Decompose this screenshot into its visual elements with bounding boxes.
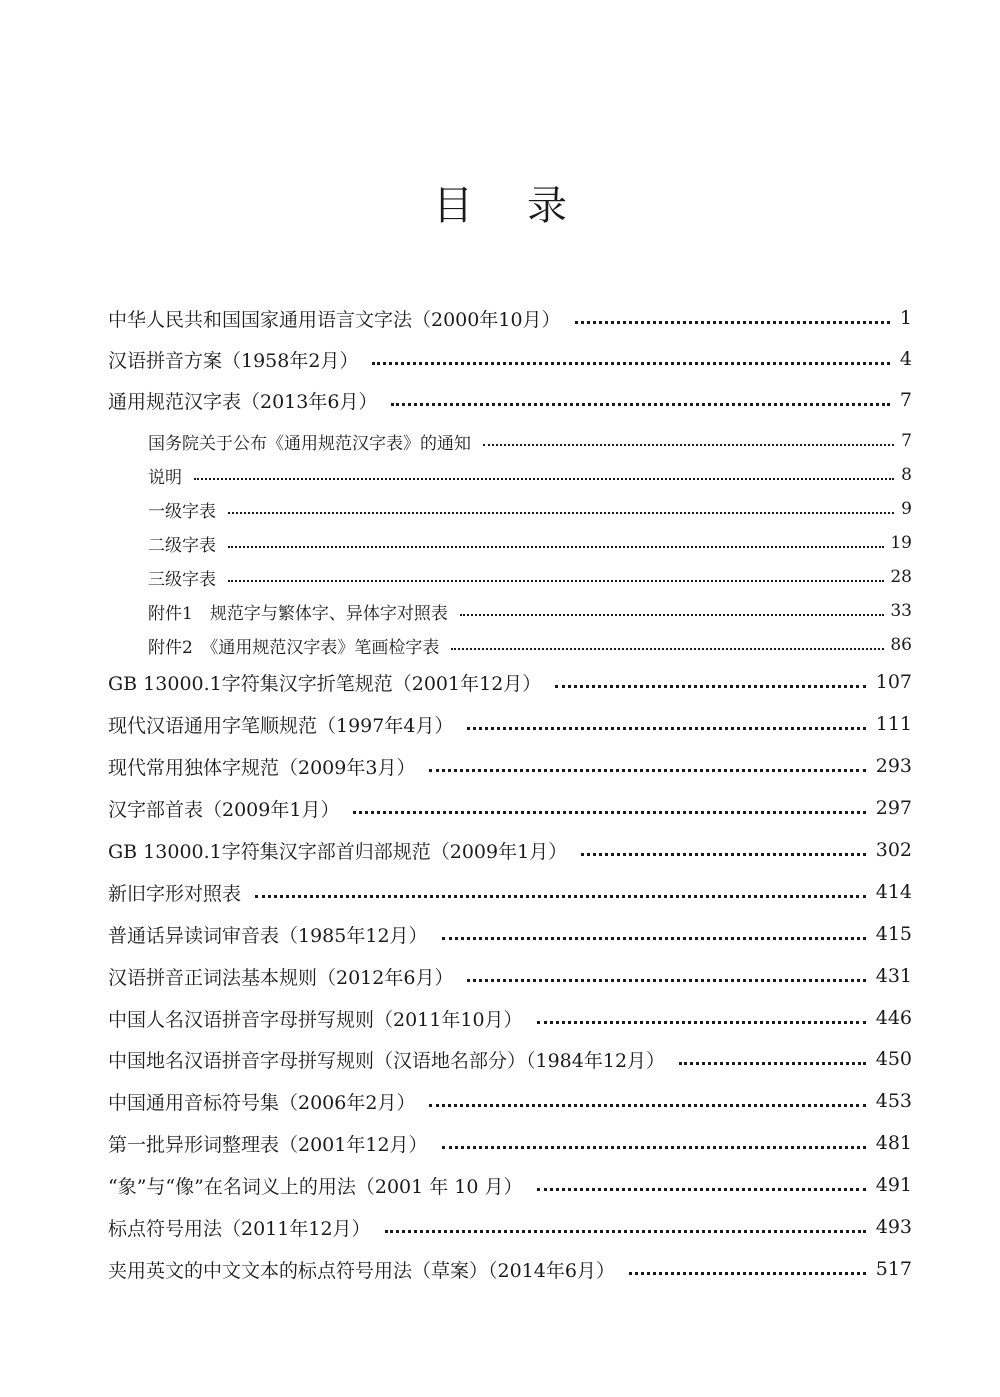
toc-entry-title: 中华人民共和国国家通用语言文字法（2000年10月） (108, 308, 561, 331)
toc-entry-page: 481 (875, 1132, 912, 1154)
dot-leader (194, 478, 894, 480)
toc-entry-page: 7 (899, 389, 912, 411)
toc-entry-page: 111 (875, 713, 912, 735)
toc-subentry[interactable] (148, 458, 912, 492)
dot-leader (451, 648, 884, 650)
toc-entry[interactable] (108, 875, 912, 909)
toc-entry-page: 107 (875, 671, 912, 693)
dot-leader (555, 685, 865, 688)
toc-subentry-title: 三级字表 (148, 569, 216, 590)
dot-leader (467, 979, 865, 982)
toc-entry[interactable] (108, 1126, 912, 1160)
toc-entry-title: 汉语拼音正词法基本规则（2012年6月） (108, 966, 454, 989)
toc-entry[interactable] (108, 833, 912, 867)
toc-entry-title: “象”与“像”在名词义上的用法（2001 年 10 月） (108, 1175, 523, 1198)
toc-subentry-page: 86 (890, 635, 912, 655)
dot-leader (353, 811, 865, 814)
toc-entry-title: 现代汉语通用字笔顺规范（1997年4月） (108, 714, 454, 737)
toc-entry-title: 标点符号用法（2011年12月） (108, 1217, 371, 1240)
toc-subentry-title: 一级字表 (148, 501, 216, 522)
toc-entry-title: 汉字部首表（2009年1月） (108, 798, 340, 821)
toc-subentry-page: 19 (890, 533, 912, 553)
toc-entry[interactable] (108, 707, 912, 741)
toc-entry-page: 414 (875, 881, 912, 903)
toc-subentry-title: 说明 (148, 467, 182, 488)
toc-entry[interactable] (108, 1168, 912, 1202)
toc-entry[interactable] (108, 301, 912, 335)
toc-entry-title: 夹用英文的中文文本的标点符号用法（草案）（2014年6月） (108, 1259, 615, 1282)
toc-entry[interactable] (108, 917, 912, 951)
toc-entry-title: 中国人名汉语拼音字母拼写规则（2011年10月） (108, 1008, 523, 1031)
dot-leader (255, 895, 866, 898)
dot-leader (629, 1272, 866, 1275)
toc-entry-title: 中国通用音标符号集（2006年2月） (108, 1091, 416, 1114)
toc-entry-title: 普通话异读词审音表（1985年12月） (108, 924, 428, 947)
toc-subentry[interactable] (148, 424, 912, 458)
dot-leader (442, 937, 866, 940)
toc-entry-title: 汉语拼音方案（1958年2月） (108, 349, 359, 372)
toc-entry[interactable] (108, 791, 912, 825)
toc-subentry[interactable] (148, 560, 912, 594)
toc-subentry[interactable] (148, 594, 912, 628)
toc-entry-title: 第一批异形词整理表（2001年12月） (108, 1133, 428, 1156)
dot-leader (537, 1188, 866, 1191)
toc-entry-page: 517 (875, 1258, 912, 1280)
toc-entry-page: 415 (875, 923, 912, 945)
dot-leader (442, 1146, 866, 1149)
toc-subentry-title: 附件2 《通用规范汉字表》笔画检字表 (148, 637, 440, 658)
dot-leader (385, 1230, 866, 1233)
toc-subentry[interactable] (148, 526, 912, 560)
dot-leader (679, 1062, 866, 1065)
toc-entry-page: 293 (875, 755, 912, 777)
toc-subentry-page: 7 (901, 431, 912, 451)
toc-entry[interactable] (108, 1084, 912, 1118)
toc-entry-page: 493 (875, 1216, 912, 1238)
dot-leader (391, 403, 889, 406)
toc-subentry-title: 国务院关于公布《通用规范汉字表》的通知 (148, 433, 471, 454)
toc-subentry[interactable] (148, 492, 912, 526)
dot-leader (581, 853, 866, 856)
toc-entry[interactable] (108, 1001, 912, 1035)
toc-entry-title: GB 13000.1字符集汉字部首归部规范（2009年1月） (108, 840, 568, 863)
dot-leader (429, 769, 865, 772)
toc-entry-title: 新旧字形对照表 (108, 882, 242, 905)
dot-leader (467, 727, 865, 730)
toc-entry[interactable] (108, 959, 912, 993)
toc-entry-page: 453 (875, 1090, 912, 1112)
toc-entry-page: 446 (875, 1007, 912, 1029)
toc-subentry-page: 33 (890, 601, 912, 621)
toc-entry-page: 302 (875, 839, 912, 861)
toc-entry[interactable] (108, 749, 912, 783)
page-title: 目录 (433, 183, 621, 229)
dot-leader (483, 444, 894, 446)
toc-entry-title: 中国地名汉语拼音字母拼写规则（汉语地名部分）（1984年12月） (108, 1049, 666, 1072)
toc-entry-title: 现代常用独体字规范（2009年3月） (108, 756, 416, 779)
dot-leader (228, 512, 894, 514)
dot-leader (228, 580, 884, 582)
toc-entry-page: 450 (875, 1048, 912, 1070)
toc-subentry-title: 附件1 规范字与繁体字、异体字对照表 (148, 603, 448, 624)
dot-leader (537, 1021, 866, 1024)
toc-subentry[interactable] (148, 628, 912, 662)
toc-subentry-title: 二级字表 (148, 535, 216, 556)
toc-entry-page: 297 (875, 797, 912, 819)
dot-leader (429, 1104, 865, 1107)
dot-leader (575, 321, 890, 324)
toc-entry[interactable] (108, 383, 912, 417)
toc-entry[interactable] (108, 342, 912, 376)
toc-entry-page: 1 (899, 307, 912, 329)
toc-subentry-page: 28 (890, 567, 912, 587)
dot-leader (372, 362, 889, 365)
toc-entry[interactable] (108, 665, 912, 699)
toc-subentry-page: 8 (901, 465, 912, 485)
toc-entry[interactable] (108, 1042, 912, 1076)
toc-entry-page: 431 (875, 965, 912, 987)
toc-subentry-page: 9 (901, 499, 912, 519)
dot-leader (460, 614, 885, 616)
toc-entry[interactable] (108, 1252, 912, 1286)
toc-entry[interactable] (108, 1210, 912, 1244)
dot-leader (228, 546, 884, 548)
toc-entry-page: 491 (875, 1174, 912, 1196)
toc-entry-title: GB 13000.1字符集汉字折笔规范（2001年12月） (108, 672, 542, 695)
toc-entry-page: 4 (899, 348, 912, 370)
toc-entry-title: 通用规范汉字表（2013年6月） (108, 390, 378, 413)
